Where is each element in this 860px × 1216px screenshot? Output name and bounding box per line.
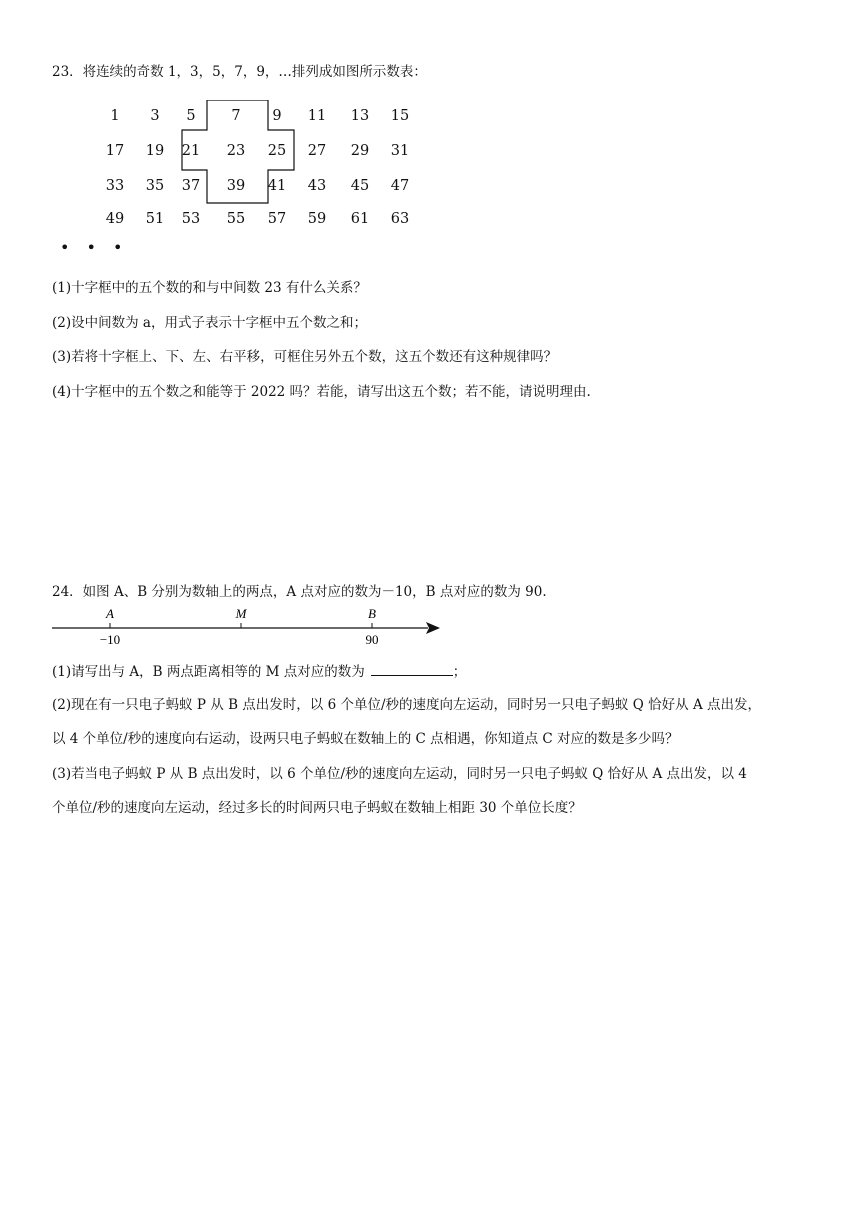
table-cell: 21: [181, 143, 201, 159]
q24-part-3: (3)若当电子蚂蚁 P 从 B 点出发时，以 6 个单位/秒的速度向左运动，同时另一只电子蚂蚁 Q 恰好从 A 点出发，以 4: [52, 766, 747, 782]
table-cell: 3: [150, 108, 160, 124]
odd-number-table: [90, 100, 430, 240]
ellipsis: • • •: [60, 238, 129, 257]
label-b: B: [368, 606, 376, 621]
q23-part-1: (1)十字框中的五个数的和与中间数 23 有什么关系？: [52, 280, 367, 296]
table-cell: 37: [181, 178, 201, 194]
q24-part-2: (2)现在有一只电子蚂蚁 P 从 B 点出发时，以 6 个单位/秒的速度向左运动，同时另一只电子蚂蚁 Q 恰好从 A 点出发，: [52, 697, 761, 713]
number-line-arrow: [426, 622, 440, 634]
table-cell: 51: [145, 211, 165, 227]
table-cell: 9: [272, 108, 282, 124]
table-cell: 15: [390, 108, 410, 124]
table-cell: 7: [231, 108, 241, 124]
table-cell: 17: [105, 143, 125, 159]
table-cell: 55: [226, 211, 246, 227]
value-b: 90: [365, 632, 379, 647]
table-cell: 63: [390, 211, 410, 227]
label-a: A: [106, 606, 114, 621]
table-cell: 39: [226, 178, 246, 194]
q24-part-1-end: ；: [452, 664, 467, 680]
table-cell: 45: [350, 178, 370, 194]
q24-part-1: [52, 660, 466, 680]
table-cell: 49: [105, 211, 125, 227]
table-cell: 35: [145, 178, 165, 194]
number-line: [48, 602, 448, 648]
table-cell: 43: [307, 178, 327, 194]
table-cell: 19: [145, 143, 165, 159]
table-cell: 11: [307, 108, 327, 124]
q24-part-1-text: (1)请写出与 A，B 两点距离相等的 M 点对应的数为: [52, 664, 365, 680]
q24-part-2-cont: 以 4 个单位/秒的速度向右运动，设两只电子蚂蚁在数轴上的 C 点相遇，你知道点 C 对应的数是多少吗？: [52, 731, 679, 747]
q24-title: 24．如图 A、B 分别为数轴上的两点，A 点对应的数为－10，B 点对应的数为 90.: [52, 584, 547, 600]
table-cell: 47: [390, 178, 410, 194]
table-cell: 29: [350, 143, 370, 159]
table-cell: 27: [307, 143, 327, 159]
q23-part-2: (2)设中间数为 a，用式子表示十字框中五个数之和；: [52, 315, 367, 331]
value-a: −10: [99, 632, 121, 647]
table-cell: 23: [226, 143, 246, 159]
table-cell: 53: [181, 211, 201, 227]
table-cell: 57: [267, 211, 287, 227]
table-cell: 5: [186, 108, 196, 124]
q24-part-3-cont: 个单位/秒的速度向左运动，经过多长的时间两只电子蚂蚁在数轴上相距 30 个单位长度？: [52, 800, 582, 816]
table-cell: 1: [110, 108, 120, 124]
table-cell: 13: [350, 108, 370, 124]
table-cell: 59: [307, 211, 327, 227]
table-cell: 41: [267, 178, 287, 194]
table-cell: 25: [267, 143, 287, 159]
table-cell: 31: [390, 143, 410, 159]
q23-title: 23．将连续的奇数 1，3，5，7，9，…排列成如图所示数表：: [52, 64, 427, 80]
table-cell: 33: [105, 178, 125, 194]
label-m: M: [235, 606, 247, 621]
q23-part-4: (4)十字框中的五个数之和能等于 2022 吗？若能，请写出这五个数；若不能，请说明理由.: [52, 384, 591, 400]
answer-blank[interactable]: [371, 663, 453, 676]
q23-part-3: (3)若将十字框上、下、左、右平移，可框住另外五个数，这五个数还有这种规律吗？: [52, 349, 558, 365]
table-cell: 61: [350, 211, 370, 227]
